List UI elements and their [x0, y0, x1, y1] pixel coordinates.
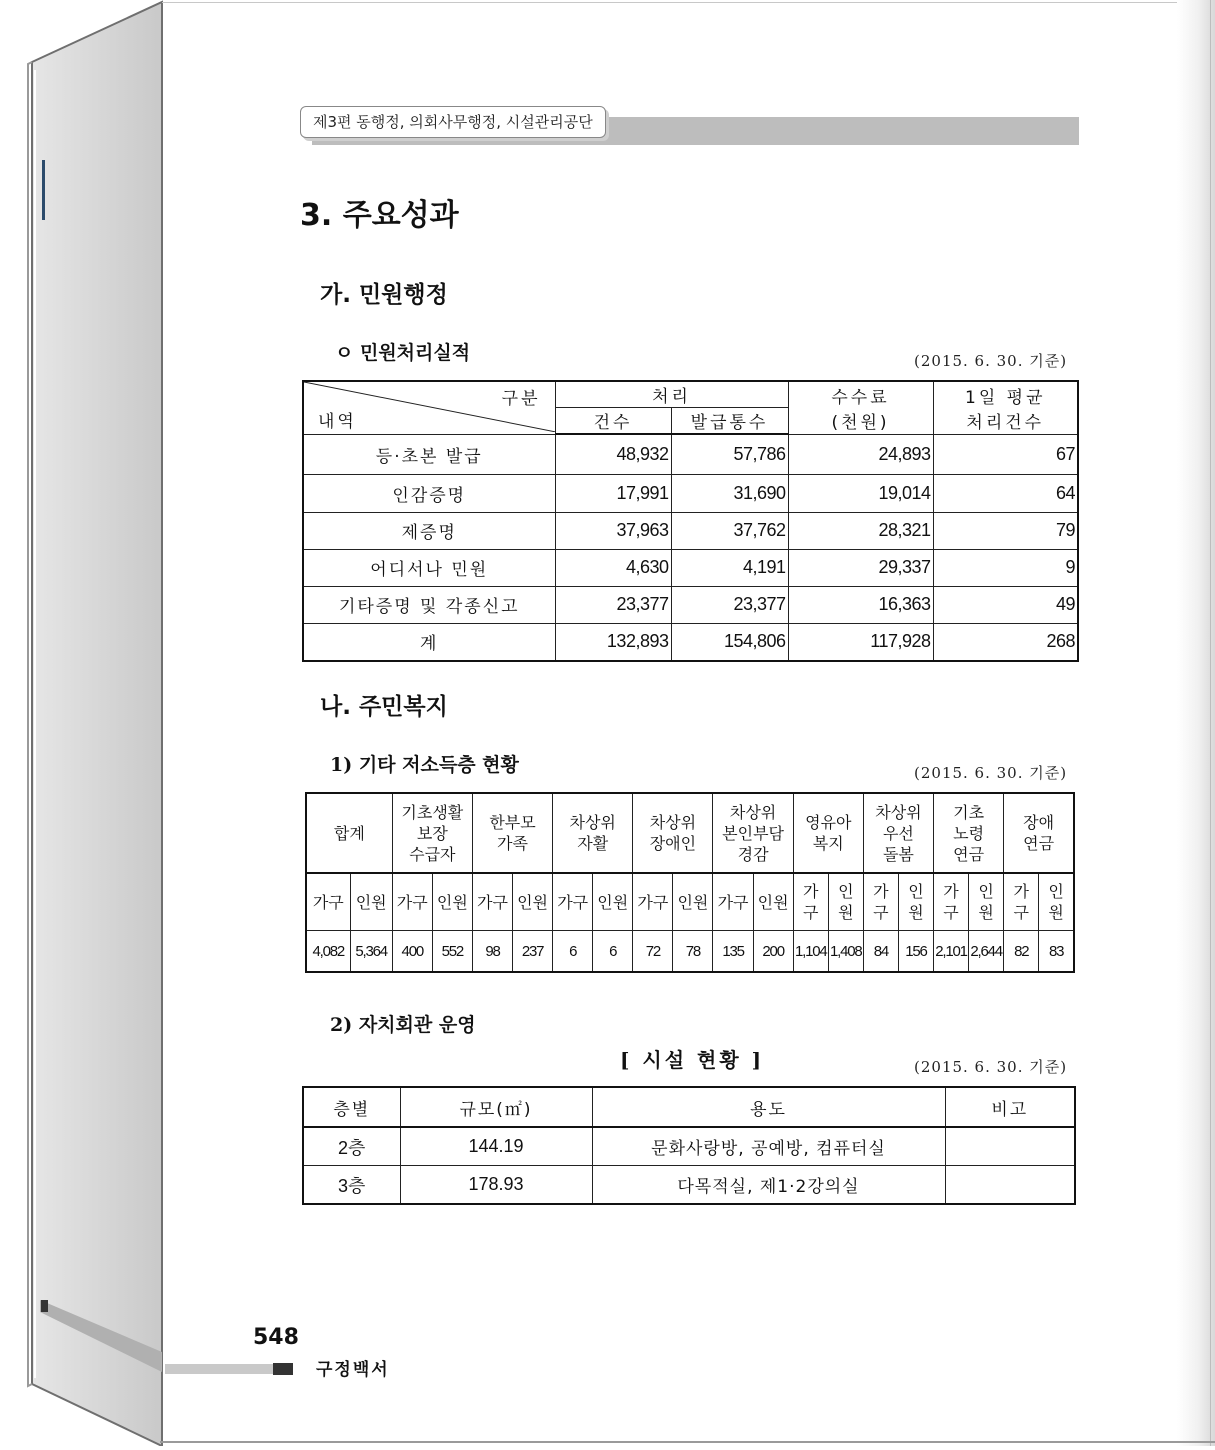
book-cover-illustration — [0, 0, 170, 1446]
table-title-civil-affairs: ㅇ 민원처리실적 — [335, 342, 471, 364]
cell-persons: 237 — [513, 931, 553, 973]
sub-header-char: 인 — [1048, 882, 1064, 901]
row-label: 등·초본 발급 — [303, 434, 555, 474]
group-header-line: 한부모 — [489, 813, 536, 832]
sub-header-households: 가구 — [392, 873, 432, 931]
cell-count: 37,963 — [555, 512, 671, 549]
group-header-line: 본인부담 — [722, 823, 784, 843]
sub-header-persons: 인원 — [432, 873, 472, 931]
group-header-line: 경감 — [737, 844, 769, 864]
table-row — [303, 549, 1078, 586]
sub-header-char: 원 — [838, 903, 854, 922]
header-count: 건수 — [555, 408, 671, 435]
diagonal-header-cell — [303, 381, 555, 434]
sub-header-households: 가구 — [633, 873, 673, 931]
row-label: 계 — [303, 623, 555, 661]
facility-status-title: [ 시설 현황 ] — [620, 1048, 765, 1072]
sub-header-char: 구 — [1013, 903, 1029, 922]
sub-header-persons — [898, 873, 933, 931]
header-fee-line2: (천원) — [831, 412, 890, 433]
header-avg-line2: 처리건수 — [966, 412, 1045, 433]
header-fee — [788, 381, 933, 434]
sub-header-char: 원 — [908, 903, 924, 922]
cell-fee: 24,893 — [788, 434, 933, 474]
cell-households: 4,082 — [306, 931, 350, 973]
row-label: 인감증명 — [303, 474, 555, 512]
low-income-table — [305, 792, 1075, 973]
cell-households: 135 — [713, 931, 753, 973]
header-avg-line1: 1일 평균 — [965, 387, 1046, 408]
group-header — [392, 793, 472, 873]
cell-issued: 4,191 — [671, 549, 788, 586]
basis-date-3: (2015. 6. 30. 기준) — [914, 1058, 1068, 1076]
group-header — [863, 793, 933, 873]
table-row — [303, 474, 1078, 512]
sub-header-persons — [828, 873, 863, 931]
sub-header-persons: 인원 — [753, 873, 793, 931]
cell-persons: 78 — [673, 931, 713, 973]
sub-header-households — [934, 873, 969, 931]
sub-header-households: 가구 — [306, 873, 350, 931]
cell-households: 98 — [472, 931, 512, 973]
sub-header-persons: 인원 — [593, 873, 633, 931]
group-header — [793, 793, 863, 873]
group-header — [1004, 793, 1074, 873]
header-item: 내역 — [318, 411, 357, 432]
sub-header-persons: 인원 — [513, 873, 553, 931]
cell-floor: 2층 — [303, 1127, 400, 1166]
cell-fee: 29,337 — [788, 549, 933, 586]
group-header — [306, 793, 392, 873]
cell-persons: 6 — [593, 931, 633, 973]
row-label: 기타증명 및 각종신고 — [303, 586, 555, 623]
cell-households: 72 — [633, 931, 673, 973]
group-header-line: 합계 — [333, 823, 365, 843]
group-header-line: 차상위 — [729, 802, 777, 822]
row-label: 어디서나 민원 — [303, 549, 555, 586]
cell-issued: 23,377 — [671, 586, 788, 623]
header-issued: 발급통수 — [671, 408, 788, 435]
group-header-line: 보장 — [416, 823, 448, 843]
book-spine — [0, 0, 170, 1446]
table-row — [303, 512, 1078, 549]
header-floor: 층별 — [303, 1087, 400, 1127]
cell-persons: 5,364 — [350, 931, 392, 973]
table-row-total — [303, 623, 1078, 661]
table-row — [303, 586, 1078, 623]
sub-header-persons: 인원 — [350, 873, 392, 931]
facility-table — [302, 1086, 1076, 1205]
cell-fee: 16,363 — [788, 586, 933, 623]
group-header-line: 수급자 — [409, 844, 456, 864]
cell-count: 4,630 — [555, 549, 671, 586]
cell-households: 82 — [1004, 931, 1039, 973]
cell-persons: 2,644 — [969, 931, 1004, 973]
cell-use: 문화사랑방, 공예방, 컴퓨터실 — [592, 1127, 945, 1166]
cell-issued: 31,690 — [671, 474, 788, 512]
cell-households: 2,101 — [934, 931, 969, 973]
footer-bar — [165, 1364, 273, 1374]
header-note: 비고 — [945, 1087, 1075, 1127]
cell-floor: 3층 — [303, 1166, 400, 1205]
book-title: 구정백서 — [316, 1360, 390, 1380]
cell-persons: 1,408 — [828, 931, 863, 973]
group-header-line: 기초 — [953, 802, 985, 822]
table-row — [303, 434, 1078, 474]
cell-persons: 156 — [898, 931, 933, 973]
header-use: 용도 — [592, 1087, 945, 1127]
subsection-title-a: 가. 민원행정 — [320, 282, 448, 308]
group-header — [934, 793, 1004, 873]
cell-size: 178.93 — [400, 1166, 592, 1205]
basis-date-1: (2015. 6. 30. 기준) — [914, 352, 1068, 370]
header-fee-line1: 수수료 — [831, 387, 890, 408]
group-header-line: 기초생활 — [401, 802, 464, 822]
group-header-line: 노령 — [953, 823, 985, 843]
header-processing: 처리 — [555, 381, 788, 408]
footer-block — [273, 1363, 293, 1375]
sub-header-households: 가구 — [472, 873, 512, 931]
group-header-line: 차상위 — [649, 813, 697, 832]
sub-header-households: 가구 — [713, 873, 753, 931]
cell-count: 48,932 — [555, 434, 671, 474]
page-number: 548 — [253, 1325, 299, 1350]
header-size: 규모(㎡) — [400, 1087, 592, 1127]
sub-header-char: 인 — [908, 882, 924, 901]
table-row — [303, 1127, 1075, 1166]
sub-header-char: 구 — [802, 903, 819, 922]
cell-count: 17,991 — [555, 474, 671, 512]
cell-issued: 57,786 — [671, 434, 788, 474]
group-header-line: 장애인 — [649, 834, 697, 853]
cell-households: 400 — [392, 931, 432, 973]
cell-size: 144.19 — [400, 1127, 592, 1166]
cell-persons: 200 — [753, 931, 793, 973]
sub-header-households — [863, 873, 898, 931]
cell-avg: 268 — [933, 623, 1078, 661]
sub-header-char: 구 — [873, 903, 889, 922]
cell-note — [945, 1166, 1075, 1205]
table-row — [303, 1166, 1075, 1205]
sub-header-persons — [969, 873, 1004, 931]
page-bottom-edge — [160, 1441, 1215, 1443]
cell-avg: 64 — [933, 474, 1078, 512]
sub-header-households — [1004, 873, 1039, 931]
group-header — [633, 793, 713, 873]
sub-header-persons — [1039, 873, 1074, 931]
cell-issued: 37,762 — [671, 512, 788, 549]
cell-use: 다목적실, 제1·2강의실 — [592, 1166, 945, 1205]
group-header — [553, 793, 633, 873]
subsection-title-b: 나. 주민복지 — [320, 694, 448, 720]
cell-avg: 9 — [933, 549, 1078, 586]
cell-note — [945, 1127, 1075, 1166]
sub-header-char: 원 — [978, 903, 994, 922]
basis-date-2: (2015. 6. 30. 기준) — [914, 764, 1068, 782]
cell-persons: 552 — [432, 931, 472, 973]
civil-affairs-table — [302, 380, 1079, 662]
group-header-line: 돌봄 — [882, 844, 914, 864]
cell-households: 6 — [553, 931, 593, 973]
group-header-line: 우선 — [882, 823, 914, 843]
sub-header-char: 가 — [802, 882, 819, 901]
cell-avg: 49 — [933, 586, 1078, 623]
cell-households: 1,104 — [793, 931, 828, 973]
group-header-line: 복지 — [812, 834, 844, 853]
cell-avg: 67 — [933, 434, 1078, 474]
sub-header-persons: 인원 — [673, 873, 713, 931]
low-income-title: 1) 기타 저소득층 현황 — [330, 754, 519, 776]
sub-header-households: 가구 — [553, 873, 593, 931]
cell-fee: 117,928 — [788, 623, 933, 661]
page-edge-shadow — [1177, 0, 1215, 1446]
header-division: 구분 — [501, 389, 541, 409]
cell-count: 23,377 — [555, 586, 671, 623]
community-center-title: 2) 자치회관 운영 — [330, 1014, 476, 1036]
cell-avg: 79 — [933, 512, 1078, 549]
group-header — [472, 793, 552, 873]
cell-persons: 83 — [1039, 931, 1074, 973]
cell-issued: 154,806 — [671, 623, 788, 661]
sub-header-char: 가 — [943, 882, 959, 901]
cell-fee: 19,014 — [788, 474, 933, 512]
sub-header-households — [793, 873, 828, 931]
sub-header-char: 인 — [838, 882, 854, 901]
section-title: 3. 주요성과 — [300, 198, 459, 233]
sub-header-char: 인 — [978, 882, 994, 901]
group-header — [713, 793, 793, 873]
group-header-line: 차상위 — [569, 813, 616, 832]
running-header: 제3편 동행정, 의회사무행정, 시설관리공단 — [300, 106, 606, 138]
group-header-line: 연금 — [1023, 834, 1055, 853]
page-top-edge — [162, 2, 1212, 3]
header-daily-average — [933, 381, 1078, 434]
cell-count: 132,893 — [555, 623, 671, 661]
sub-header-char: 가 — [1013, 882, 1029, 901]
group-header-line: 자활 — [577, 834, 609, 853]
group-header-line: 가족 — [497, 834, 528, 853]
sub-header-char: 구 — [943, 903, 959, 922]
cell-households: 84 — [863, 931, 898, 973]
group-header-line: 영유아 — [805, 813, 852, 832]
group-header-line: 장애 — [1023, 813, 1055, 832]
cell-fee: 28,321 — [788, 512, 933, 549]
sub-header-char: 가 — [873, 882, 889, 901]
group-header-line: 차상위 — [875, 802, 922, 822]
group-header-line: 연금 — [953, 844, 985, 864]
row-label: 제증명 — [303, 512, 555, 549]
sub-header-char: 원 — [1048, 903, 1064, 922]
